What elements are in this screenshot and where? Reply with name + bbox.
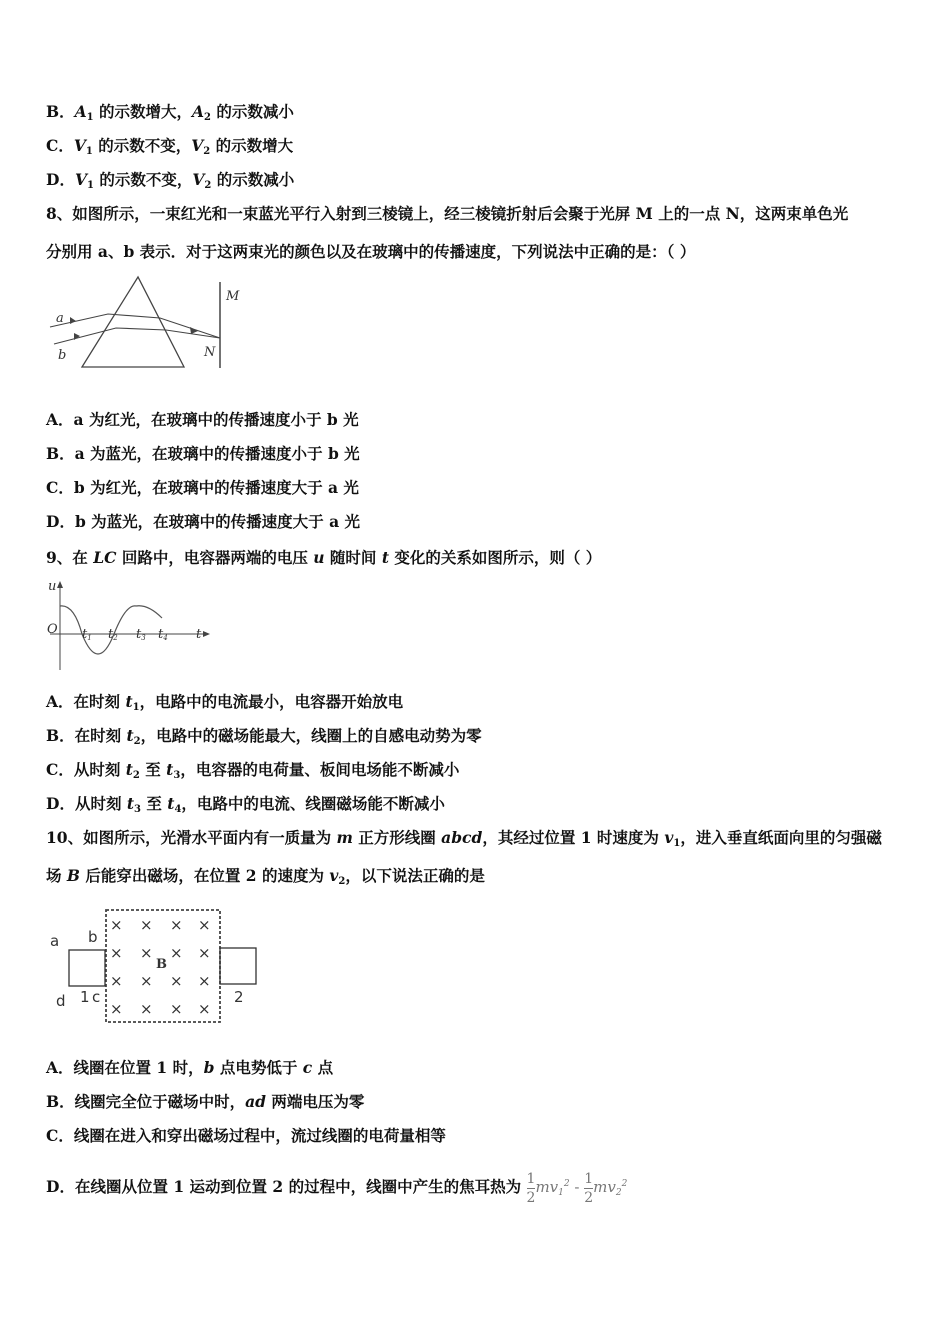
- label-d: d: [56, 992, 66, 1010]
- svg-text:×: ×: [110, 1000, 123, 1018]
- q10-option-c: C．线圈在进入和穿出磁场过程中，流过线圈的电荷量相等: [46, 1126, 446, 1145]
- coil-position-2: [220, 948, 256, 984]
- q8-option-c: C．b 为红光，在玻璃中的传播速度大于 a 光: [46, 478, 359, 497]
- q8-option-a: A．a 为红光，在玻璃中的传播速度小于 b 光: [46, 410, 359, 429]
- svg-text:×: ×: [170, 916, 183, 934]
- label-c: c: [92, 988, 101, 1006]
- prism-triangle: [82, 277, 184, 367]
- svg-text:×: ×: [198, 916, 211, 934]
- svg-text:×: ×: [170, 1000, 183, 1018]
- q9-option-a: A．在时刻 $t_1$，电路中的电流最小，电容器开始放电: [46, 692, 404, 713]
- q10-stem-line2: 场 B 后能穿出磁场，在位置 2 的速度为 $v_2$，以下说法正确的是: [46, 866, 485, 887]
- label-n: N: [204, 345, 216, 360]
- q9-option-d: D．从时刻 $t_3$ 至 $t_4$，电路中的电流、线圈磁场能不断减小: [46, 794, 445, 815]
- q8-option-b: B．a 为蓝光，在玻璃中的传播速度小于 b 光: [46, 444, 360, 463]
- svg-text:×: ×: [170, 944, 183, 962]
- voltage-curve: [60, 606, 136, 654]
- q7-option-b: B．$A_1$ 的示数增大，$A_2$ 的示数减小: [46, 102, 294, 123]
- fraction-2: $\frac{1}{2}$: [584, 1170, 594, 1206]
- q10-option-a: A．线圈在位置 1 时，b 点电势低于 c 点: [46, 1058, 334, 1077]
- q10-option-d: D．在线圈从位置 1 运动到位置 2 的过程中，线圈中产生的焦耳热为 $\frac{1}{2}$ $mv_1^2$ - $\frac{1}{2}$ $mv_2^2$: [46, 1170, 628, 1206]
- svg-text:×: ×: [198, 972, 211, 990]
- svg-text:×: ×: [198, 1000, 211, 1018]
- q8-stem-line2: 分别用 a、b 表示．对于这两束光的颜色以及在玻璃中的传播速度，下列说法中正确的是：（ ）: [46, 242, 696, 261]
- label-a: a: [56, 311, 64, 326]
- q8-option-d: D．b 为蓝光，在玻璃中的传播速度大于 a 光: [46, 512, 361, 531]
- q9-option-c: C．从时刻 $t_2$ 至 $t_3$，电容器的电荷量、板间电场能不断减小: [46, 760, 460, 781]
- label-2: 2: [234, 988, 244, 1006]
- label-u: u: [48, 579, 57, 594]
- q7-option-d: D．$V_1$ 的示数不变，$V_2$ 的示数减小: [46, 170, 295, 191]
- q7-option-c: C．$V_1$ 的示数不变，$V_2$ 的示数增大: [46, 136, 294, 157]
- svg-text:×: ×: [110, 972, 123, 990]
- svg-text:×: ×: [140, 944, 153, 962]
- label-b: b: [88, 928, 98, 946]
- label-o: O: [47, 622, 58, 637]
- svg-text:t4: t4: [158, 627, 168, 642]
- svg-text:×: ×: [110, 944, 123, 962]
- svg-text:×: ×: [198, 944, 211, 962]
- svg-text:t1: t1: [82, 627, 92, 642]
- svg-text:×: ×: [140, 1000, 153, 1018]
- svg-text:×: ×: [170, 972, 183, 990]
- q10-option-b: B．线圈完全位于磁场中时，ad 两端电压为零: [46, 1092, 365, 1111]
- q10-stem-line1: 10、如图所示，光滑水平面内有一质量为 m 正方形线圈 abcd，其经过位置 1 时速度为 $v_1$，进入垂直纸面向里的匀强磁: [46, 828, 882, 849]
- label-m: M: [226, 289, 240, 304]
- svg-text:×: ×: [140, 972, 153, 990]
- prism-figure: [46, 272, 246, 374]
- svg-text:×: ×: [110, 916, 123, 934]
- svg-text:t2: t2: [108, 627, 118, 642]
- label-a: a: [50, 932, 60, 950]
- label-b: b: [58, 348, 67, 363]
- svg-text:t3: t3: [136, 627, 146, 642]
- label-field-b: B: [156, 957, 167, 972]
- svg-text:×: ×: [140, 916, 153, 934]
- q9-option-b: B．在时刻 $t_2$，电路中的磁场能最大，线圈上的自感电动势为零: [46, 726, 482, 747]
- lc-voltage-graph: [44, 578, 214, 674]
- coil-position-1: [69, 950, 105, 986]
- label-1: 1: [80, 988, 90, 1006]
- fraction-1: $\frac{1}{2}$: [526, 1170, 536, 1206]
- magnetic-field-figure: [46, 904, 266, 1028]
- label-t: t: [196, 627, 202, 642]
- q9-stem: 9、在 LC 回路中，电容器两端的电压 u 随时间 t 变化的关系如图所示，则（ ）: [46, 548, 602, 567]
- q8-stem-line1: 8、如图所示，一束红光和一束蓝光平行入射到三棱镜上，经三棱镜折射后会聚于光屏 M 上的一点 N，这两束单色光: [46, 204, 849, 223]
